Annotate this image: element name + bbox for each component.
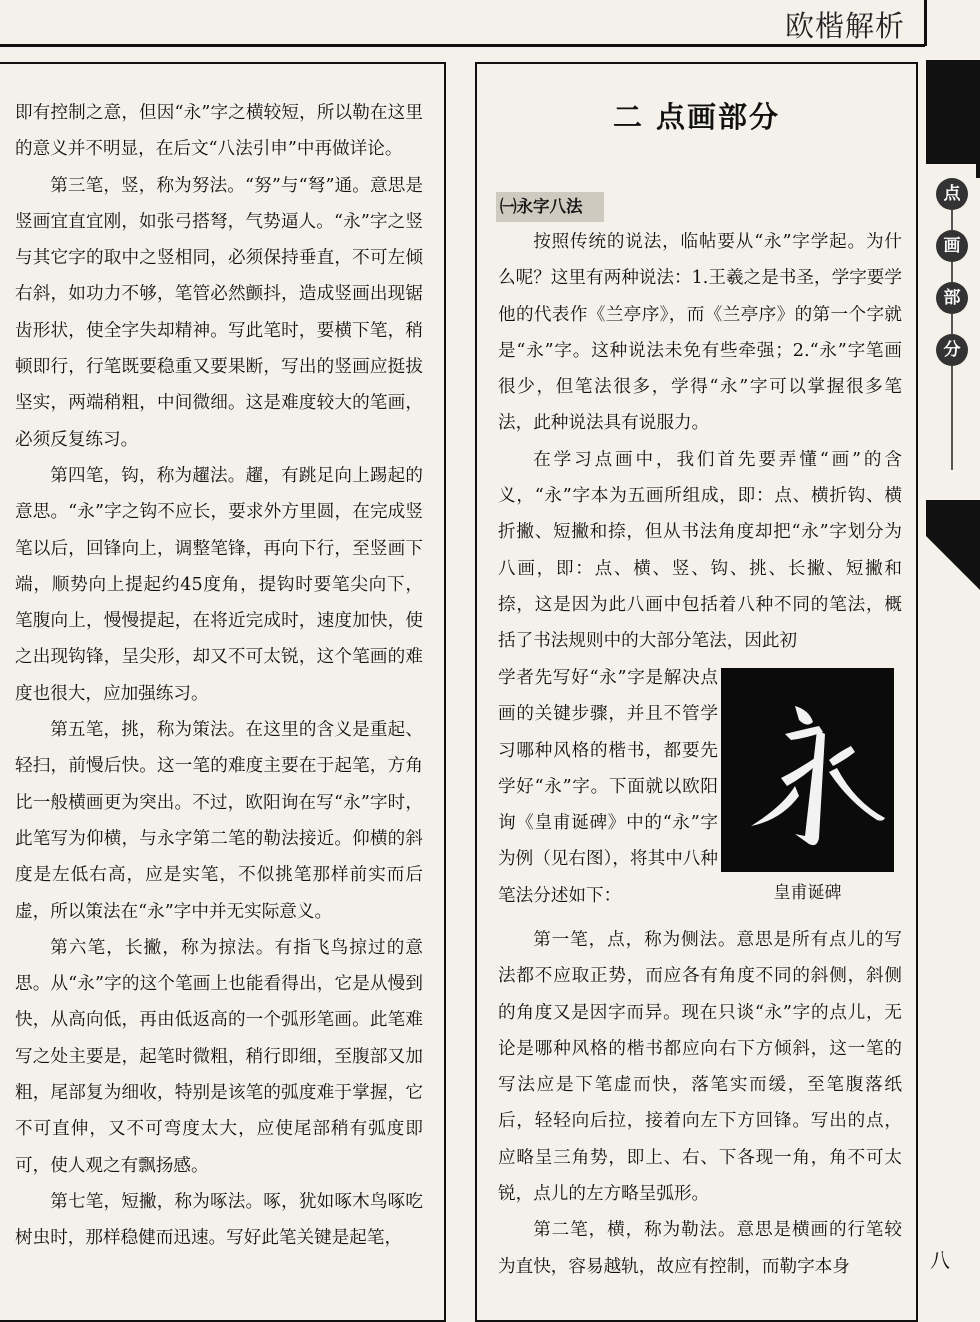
- left-paragraph: 即有控制之意，但因“永”字之横较短，所以勒在这里的意义并不明显，在后文“八法引申”中再做详论。: [15, 103, 423, 160]
- left-column: [15, 95, 423, 1257]
- header-divider: [924, 0, 927, 46]
- side-tab: [926, 60, 980, 1316]
- left-paragraph: 第六笔，长撇，称为掠法。有指飞鸟掠过的意思。从“永”字的这个笔画上也能看得出，它是从慢到快，从高向低，再由低返高的一个弧形笔画。此笔难写之处主要是，起笔时微粗，稍行即细，至腹部又加粗，尾部复为细收，特别是该笔的弧度难于掌握，它不可直伸，又不可弯度太大，应使尾部稍有弧度即可，使人观之有飘扬感。: [15, 937, 423, 1176]
- left-paragraph: 第五笔，挑，称为策法。在这里的含义是重起、轻扫，前慢后快。这一笔的难度主要在于起笔，方角比一般横画更为突出。不过，欧阳询在写“永”字时，此笔写为仰横，与永字第二笔的勒法接近。仰横的斜度是左低右高，应是实笔，不似挑笔那样前实而后虚，所以策法在“永”字中并无实际意义。: [15, 720, 423, 922]
- figure-caption: 皇甫诞碑: [773, 883, 842, 903]
- side-tab-char: 画: [936, 230, 968, 262]
- sub-heading: ㈠永字八法: [496, 192, 604, 222]
- right-column-bottom: [498, 922, 902, 1285]
- right-paragraph: 第二笔，横，称为勒法。意思是横画的行笔较为直快，容易越轨，故应有控制，而勒字本身: [498, 1220, 902, 1277]
- yong-glyph-image: [721, 668, 894, 872]
- side-tab-char: 点: [936, 178, 968, 210]
- side-tab-char: 部: [936, 282, 968, 314]
- right-paragraph: 按照传统的说法，临帖要从“永”字学起。为什么呢？这里有两种说法：1.王羲之是书圣，学字要学他的代表作《兰亭序》，而《兰亭序》的第一个字就是“永”字。这种说法未免有些牵强；2.“永”字笔画很少，但笔法很多，学得“永”字可以掌握很多笔法，此种说法具有说服力。: [498, 232, 902, 434]
- left-paragraph: 第三笔，竖，称为努法。“努”与“弩”通。意思是竖画宜直宜刚，如张弓搭弩，气势逼人。“永”字之竖与其它字的取中之竖相同，必须保持垂直，不可左倾右斜，如功力不够，笔管必然颤抖，造成竖画出现锯齿形状，使全字失却精神。写此笔时，要横下笔，稍顿即行，行笔既要稳重又要果断，写出的竖画应挺拔坚实，两端稍粗，中间微细。这是难度较大的笔画，必须反复练习。: [15, 175, 423, 450]
- page-number: 八: [930, 1248, 950, 1272]
- side-tab-char: 分: [936, 334, 968, 366]
- header-rule: [0, 44, 925, 47]
- right-column-top: [498, 224, 902, 660]
- calligraphy-figure: [721, 668, 894, 872]
- right-paragraph: 在学习点画中，我们首先要弄懂“画”的含义，“永”字本为五画所组成，即：点、横折钩、横折撇、短撇和捺，但从书法角度却把“永”字划分为八画，即：点、横、竖、钩、挑、长撇、短撇和捺，这是因为此八画中包括着八种不同的笔法，概括了书法规则中的大部分笔法，因此初: [498, 449, 902, 652]
- side-tab-dark-block: [926, 60, 980, 178]
- left-paragraph: 第七笔，短撇，称为啄法。啄，犹如啄木鸟啄吃树虫时，那样稳健而迅速。写好此笔关键是起笔，: [15, 1191, 423, 1249]
- section-heading: 二 点画部分: [612, 100, 781, 134]
- right-paragraph: 第一笔，点，称为侧法。意思是所有点儿的写法都不应取正势，而应各有角度不同的斜侧，斜侧的角度又是因字而异。现在只谈“永”字的点儿，无论是哪种风格的楷书都应向右下方倾斜，这一笔的写法应是下笔虚而快，落笔实而缓，至笔腹落纸后，轻轻向后拉，接着向左下方回锋。写出的点，应略呈三角势，即上、右、下各现一角，角不可太锐，点儿的左方略呈弧形。: [498, 930, 902, 1205]
- left-paragraph: 第四笔，钩，称为趯法。趯，有跳足向上踢起的意思。“永”字之钩不应长，要求外方里圆，在完成竖笔以后，回锋向上，调整笔锋，再向下行，至竖画下端，顺势向上提起约45度角，提钩时要笔尖向下，笔腹向上，慢慢提起，在将近完成时，速度加快，使之出现钩锋，呈尖形，却又不可太锐，这个笔画的难度也很大，应加强练习。: [15, 465, 423, 704]
- side-tab-dark-wedge: [926, 500, 980, 590]
- header-title: 欧楷解析: [784, 9, 905, 43]
- right-column-wrap: [498, 660, 718, 914]
- right-paragraph-wrap: 学者先写好“永”字是解决点画的关键步骤，并且不管学习哪种风格的楷书，都要先学好“永”字。下面就以欧阳询《皇甫诞碑》中的“永”字为例（见右图），将其中八种笔法分述如下：: [498, 668, 718, 906]
